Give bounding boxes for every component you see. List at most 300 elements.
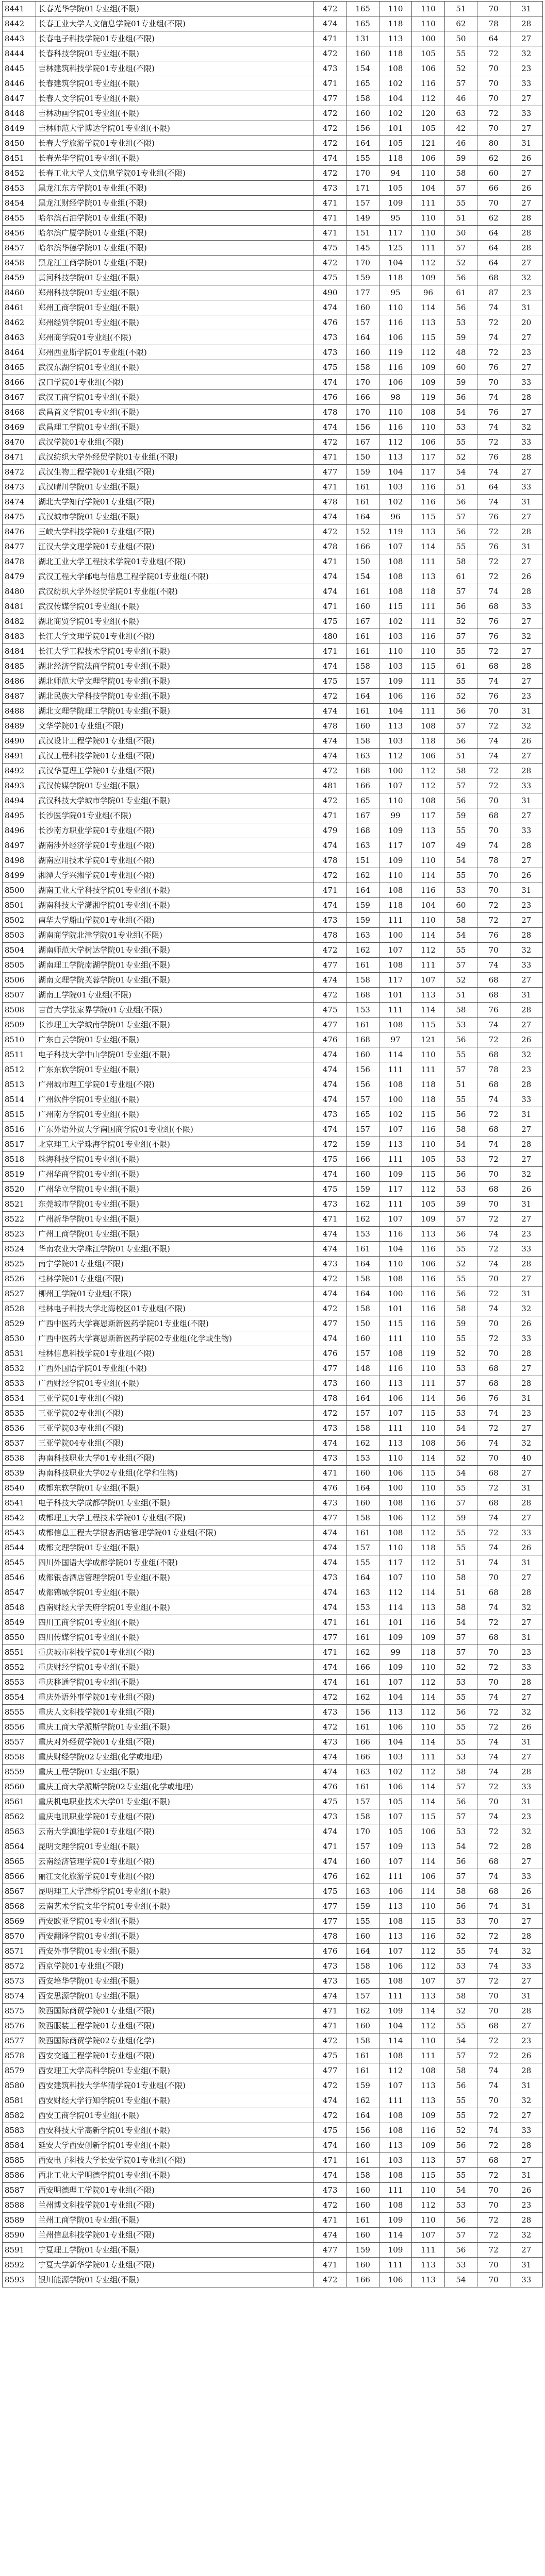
cell-english: 112 <box>412 764 444 778</box>
cell-c3: 28 <box>510 584 542 599</box>
cell-english: 111 <box>412 958 444 973</box>
cell-c1: 51 <box>444 1555 477 1570</box>
cell-chinese: 166 <box>346 539 379 554</box>
cell-c1: 56 <box>444 1854 477 1869</box>
cell-code: 8452 <box>3 166 36 181</box>
cell-english: 114 <box>412 1585 444 1600</box>
cell-c3: 33 <box>510 2273 542 2287</box>
cell-chinese: 160 <box>346 719 379 734</box>
cell-total: 475 <box>314 270 346 285</box>
cell-c1: 58 <box>444 1600 477 1615</box>
cell-name: 湖南工学院01专业组(不限) <box>36 988 314 1003</box>
cell-math: 113 <box>379 1436 411 1451</box>
cell-name: 昆明理工大学津桥学院01专业组(不限) <box>36 1884 314 1899</box>
table-row <box>3 1466 543 1481</box>
cell-code: 8474 <box>3 495 36 510</box>
cell-math: 107 <box>379 943 411 958</box>
table-row <box>3 211 543 226</box>
cell-c1: 55 <box>444 1272 477 1286</box>
cell-total: 477 <box>314 1018 346 1032</box>
cell-chinese: 158 <box>346 659 379 674</box>
cell-code: 8519 <box>3 1167 36 1182</box>
cell-math: 109 <box>379 674 411 689</box>
cell-english: 114 <box>412 1735 444 1750</box>
cell-c2: 72 <box>477 1481 510 1496</box>
cell-c1: 54 <box>444 853 477 868</box>
cell-total: 478 <box>314 495 346 510</box>
cell-english: 116 <box>412 1272 444 1286</box>
cell-chinese: 158 <box>346 1272 379 1286</box>
cell-c2: 74 <box>477 1735 510 1750</box>
cell-c2: 66 <box>477 181 510 196</box>
cell-total: 471 <box>314 2004 346 2019</box>
cell-name: 武汉城市学院01专业组(不限) <box>36 510 314 524</box>
cell-c1: 56 <box>444 524 477 539</box>
cell-total: 472 <box>314 1301 346 1316</box>
cell-c1: 55 <box>444 539 477 554</box>
cell-c2: 72 <box>477 1421 510 1436</box>
cell-total: 474 <box>314 1824 346 1839</box>
cell-c1: 53 <box>444 883 477 898</box>
cell-chinese: 154 <box>346 61 379 76</box>
cell-c1: 57 <box>444 1869 477 1884</box>
cell-total: 479 <box>314 823 346 838</box>
cell-c2: 72 <box>477 719 510 734</box>
cell-name: 西安明德理工学院01专业组(不限) <box>36 2183 314 2198</box>
cell-name: 郑州科技学院01专业组(不限) <box>36 285 314 300</box>
cell-c3: 26 <box>510 1540 542 1555</box>
cell-c1: 57 <box>444 778 477 793</box>
cell-c2: 74 <box>477 1809 510 1824</box>
cell-chinese: 153 <box>346 1003 379 1018</box>
cell-c3: 28 <box>510 1496 542 1511</box>
cell-c2: 70 <box>477 883 510 898</box>
cell-english: 113 <box>412 2078 444 2093</box>
cell-c3: 32 <box>510 1436 542 1451</box>
cell-c2: 74 <box>477 749 510 764</box>
cell-c1: 57 <box>444 1809 477 1824</box>
cell-total: 474 <box>314 569 346 584</box>
cell-name: 西安思源学院01专业组(不限) <box>36 1989 314 2004</box>
cell-english: 110 <box>412 1361 444 1376</box>
table-row <box>3 749 543 764</box>
cell-code: 8459 <box>3 270 36 285</box>
cell-code: 8465 <box>3 360 36 375</box>
cell-name: 成都文理学院01专业组(不限) <box>36 1540 314 1555</box>
cell-english: 110 <box>412 1481 444 1496</box>
cell-math: 95 <box>379 285 411 300</box>
cell-total: 471 <box>314 2258 346 2273</box>
cell-english: 106 <box>412 435 444 450</box>
cell-c1: 57 <box>444 2228 477 2243</box>
cell-c1: 48 <box>444 345 477 360</box>
cell-code: 8555 <box>3 1705 36 1720</box>
cell-math: 119 <box>379 524 411 539</box>
table-row <box>3 1511 543 1526</box>
cell-math: 97 <box>379 1032 411 1047</box>
cell-c2: 72 <box>477 1720 510 1735</box>
cell-math: 110 <box>379 868 411 883</box>
cell-total: 474 <box>314 1242 346 1257</box>
cell-chinese: 159 <box>346 2243 379 2258</box>
cell-name: 长春工业大学人文信息学院01专业组(不限) <box>36 166 314 181</box>
cell-c2: 74 <box>477 584 510 599</box>
table-row <box>3 554 543 569</box>
cell-c1: 60 <box>444 360 477 375</box>
cell-c1: 58 <box>444 554 477 569</box>
cell-code: 8461 <box>3 300 36 315</box>
cell-c1: 53 <box>444 1959 477 1974</box>
cell-total: 473 <box>314 1257 346 1272</box>
cell-total: 472 <box>314 2108 346 2123</box>
cell-c2: 76 <box>477 1003 510 1018</box>
cell-total: 474 <box>314 1331 346 1346</box>
cell-code: 8587 <box>3 2183 36 2198</box>
cell-math: 118 <box>379 16 411 31</box>
table-row <box>3 569 543 584</box>
cell-name: 武汉传媒学院01专业组(不限) <box>36 599 314 614</box>
cell-code: 8572 <box>3 1959 36 1974</box>
cell-math: 104 <box>379 91 411 106</box>
cell-total: 472 <box>314 1690 346 1705</box>
cell-english: 119 <box>412 390 444 405</box>
cell-c2: 64 <box>477 226 510 241</box>
cell-c3: 23 <box>510 898 542 913</box>
cell-name: 武昌理工学院01专业组(不限) <box>36 420 314 435</box>
table-row <box>3 2153 543 2168</box>
cell-total: 474 <box>314 16 346 31</box>
cell-total: 471 <box>314 808 346 823</box>
table-row <box>3 1780 543 1794</box>
cell-c2: 70 <box>477 2183 510 2198</box>
cell-c3: 33 <box>510 778 542 793</box>
cell-total: 474 <box>314 1585 346 1600</box>
cell-code: 8462 <box>3 315 36 330</box>
cell-chinese: 168 <box>346 1032 379 1047</box>
cell-c2: 72 <box>477 1839 510 1854</box>
cell-c2: 70 <box>477 1794 510 1809</box>
cell-chinese: 159 <box>346 465 379 480</box>
cell-chinese: 160 <box>346 345 379 360</box>
cell-name: 西安建筑科技大学华清学院01专业组(不限) <box>36 2078 314 2093</box>
table-row <box>3 719 543 734</box>
table-row <box>3 106 543 121</box>
cell-total: 471 <box>314 2153 346 2168</box>
cell-chinese: 163 <box>346 1765 379 1780</box>
cell-english: 115 <box>412 510 444 524</box>
cell-math: 111 <box>379 2258 411 2273</box>
cell-math: 108 <box>379 1974 411 1989</box>
cell-c1: 59 <box>444 151 477 166</box>
cell-code: 8566 <box>3 1869 36 1884</box>
cell-english: 109 <box>412 375 444 390</box>
cell-math: 106 <box>379 1466 411 1481</box>
cell-c1: 53 <box>444 1750 477 1765</box>
table-row <box>3 315 543 330</box>
cell-c1: 53 <box>444 1406 477 1421</box>
cell-c2: 70 <box>477 1451 510 1466</box>
cell-chinese: 153 <box>346 1451 379 1466</box>
cell-name: 桂林电子科技大学北海校区01专业组(不限) <box>36 1301 314 1316</box>
cell-english: 113 <box>412 524 444 539</box>
table-row <box>3 345 543 360</box>
cell-c1: 46 <box>444 136 477 151</box>
cell-english: 111 <box>412 674 444 689</box>
cell-c1: 56 <box>444 1286 477 1301</box>
cell-code: 8463 <box>3 330 36 345</box>
cell-math: 105 <box>379 1794 411 1809</box>
cell-name: 广西中医药大学赛恩斯新医药学院02专业组(化学或生物) <box>36 1331 314 1346</box>
cell-math: 110 <box>379 1451 411 1466</box>
cell-c1: 54 <box>444 1839 477 1854</box>
cell-c2: 72 <box>477 1974 510 1989</box>
table-row <box>3 1107 543 1122</box>
table-row <box>3 1346 543 1361</box>
cell-chinese: 157 <box>346 196 379 211</box>
cell-english: 106 <box>412 61 444 76</box>
cell-c3: 28 <box>510 524 542 539</box>
cell-english: 106 <box>412 1257 444 1272</box>
cell-english: 112 <box>412 1705 444 1720</box>
cell-math: 109 <box>379 196 411 211</box>
cell-code: 8490 <box>3 734 36 749</box>
cell-total: 474 <box>314 1660 346 1675</box>
table-row <box>3 764 543 778</box>
cell-chinese: 156 <box>346 121 379 136</box>
cell-english: 121 <box>412 1032 444 1047</box>
cell-name: 三亚学院03专业组(不限) <box>36 1421 314 1436</box>
cell-name: 银川能源学院01专业组(不限) <box>36 2273 314 2287</box>
cell-total: 472 <box>314 1272 346 1286</box>
cell-math: 108 <box>379 1018 411 1032</box>
cell-chinese: 164 <box>346 1257 379 1272</box>
cell-c1: 58 <box>444 764 477 778</box>
cell-c3: 27 <box>510 1122 542 1137</box>
cell-chinese: 163 <box>346 1884 379 1899</box>
cell-code: 8447 <box>3 91 36 106</box>
cell-chinese: 160 <box>346 2138 379 2153</box>
cell-code: 8540 <box>3 1481 36 1496</box>
cell-c1: 56 <box>444 2243 477 2258</box>
cell-total: 471 <box>314 1212 346 1227</box>
cell-english: 113 <box>412 2093 444 2108</box>
cell-c2: 74 <box>477 1406 510 1421</box>
cell-name: 武汉纺织大学外经贸学院01专业组(不限) <box>36 450 314 465</box>
cell-c1: 52 <box>444 1257 477 1272</box>
cell-c1: 56 <box>444 734 477 749</box>
cell-code: 8562 <box>3 1809 36 1824</box>
cell-english: 112 <box>412 943 444 958</box>
cell-total: 475 <box>314 360 346 375</box>
cell-name: 湖北商贸学院01专业组(不限) <box>36 614 314 629</box>
cell-code: 8528 <box>3 1301 36 1316</box>
cell-math: 100 <box>379 1286 411 1301</box>
cell-c1: 56 <box>444 270 477 285</box>
cell-c3: 28 <box>510 1257 542 1272</box>
cell-c3: 27 <box>510 1152 542 1167</box>
cell-c2: 78 <box>477 16 510 31</box>
cell-code: 8442 <box>3 16 36 31</box>
cell-name: 海南科技职业大学02专业组(化学和生物) <box>36 1466 314 1481</box>
cell-c3: 27 <box>510 1854 542 1869</box>
cell-c3: 28 <box>510 450 542 465</box>
cell-chinese: 157 <box>346 1540 379 1555</box>
table-row <box>3 465 543 480</box>
table-row <box>3 1301 543 1316</box>
cell-c3: 33 <box>510 375 542 390</box>
cell-name: 湖南文理学院芙蓉学院01专业组(不限) <box>36 973 314 988</box>
cell-c3: 28 <box>510 2138 542 2153</box>
cell-math: 116 <box>379 360 411 375</box>
cell-c1: 55 <box>444 943 477 958</box>
cell-c3: 27 <box>510 1615 542 1630</box>
cell-total: 478 <box>314 539 346 554</box>
cell-total: 471 <box>314 599 346 614</box>
cell-code: 8524 <box>3 1242 36 1257</box>
cell-code: 8531 <box>3 1346 36 1361</box>
cell-total: 474 <box>314 1526 346 1540</box>
cell-c1: 54 <box>444 1137 477 1152</box>
cell-english: 110 <box>412 1047 444 1062</box>
cell-name: 南宁学院01专业组(不限) <box>36 1257 314 1272</box>
cell-name: 广州城市理工学院01专业组(不限) <box>36 1077 314 1092</box>
cell-total: 478 <box>314 928 346 943</box>
cell-name: 长沙理工大学城南学院01专业组(不限) <box>36 1018 314 1032</box>
cell-total: 473 <box>314 1735 346 1750</box>
cell-c1: 59 <box>444 375 477 390</box>
cell-c2: 68 <box>477 988 510 1003</box>
cell-total: 477 <box>314 1316 346 1331</box>
cell-chinese: 167 <box>346 435 379 450</box>
cell-code: 8489 <box>3 719 36 734</box>
cell-code: 8485 <box>3 659 36 674</box>
cell-math: 110 <box>379 644 411 659</box>
cell-c2: 74 <box>477 300 510 315</box>
cell-c1: 57 <box>444 958 477 973</box>
cell-code: 8537 <box>3 1436 36 1451</box>
cell-c3: 27 <box>510 808 542 823</box>
cell-english: 112 <box>412 1959 444 1974</box>
cell-english: 106 <box>412 1824 444 1839</box>
cell-c2: 74 <box>477 2123 510 2138</box>
cell-math: 107 <box>379 1809 411 1824</box>
cell-english: 107 <box>412 2228 444 2243</box>
cell-math: 107 <box>379 1675 411 1690</box>
cell-c2: 74 <box>477 2063 510 2078</box>
cell-chinese: 157 <box>346 674 379 689</box>
cell-c3: 31 <box>510 1391 542 1406</box>
cell-c3: 27 <box>510 853 542 868</box>
cell-total: 473 <box>314 181 346 196</box>
table-row <box>3 644 543 659</box>
cell-chinese: 162 <box>346 2004 379 2019</box>
cell-name: 陕西服装工程学院01专业组(不限) <box>36 2019 314 2033</box>
cell-code: 8578 <box>3 2048 36 2063</box>
cell-c1: 55 <box>444 1735 477 1750</box>
cell-name: 黄河科技学院01专业组(不限) <box>36 270 314 285</box>
cell-c2: 70 <box>477 1570 510 1585</box>
cell-math: 110 <box>379 793 411 808</box>
cell-chinese: 160 <box>346 2183 379 2198</box>
table-row <box>3 2273 543 2287</box>
table-row <box>3 1451 543 1466</box>
cell-name: 西安交通工程学院01专业组(不限) <box>36 2048 314 2063</box>
cell-c1: 57 <box>444 1974 477 1989</box>
cell-c2: 68 <box>477 1047 510 1062</box>
cell-code: 8493 <box>3 778 36 793</box>
cell-c2: 70 <box>477 91 510 106</box>
cell-code: 8445 <box>3 61 36 76</box>
cell-math: 110 <box>379 1257 411 1272</box>
cell-chinese: 155 <box>346 1914 379 1929</box>
table-row <box>3 181 543 196</box>
cell-chinese: 168 <box>346 988 379 1003</box>
cell-math: 103 <box>379 480 411 495</box>
cell-c1: 55 <box>444 1944 477 1959</box>
table-row <box>3 91 543 106</box>
cell-c2: 70 <box>477 1272 510 1286</box>
cell-chinese: 157 <box>346 1122 379 1137</box>
cell-math: 108 <box>379 2198 411 2213</box>
cell-c3: 31 <box>510 2 542 16</box>
table-row <box>3 898 543 913</box>
cell-english: 118 <box>412 1092 444 1107</box>
cell-math: 102 <box>379 1107 411 1122</box>
cell-chinese: 164 <box>346 1286 379 1301</box>
cell-chinese: 162 <box>346 1212 379 1227</box>
cell-c3: 23 <box>510 1406 542 1421</box>
cell-math: 106 <box>379 2273 411 2287</box>
table-row <box>3 2063 543 2078</box>
cell-code: 8543 <box>3 1526 36 1540</box>
cell-code: 8502 <box>3 913 36 928</box>
cell-chinese: 158 <box>346 1301 379 1316</box>
cell-c1: 59 <box>444 808 477 823</box>
cell-c1: 56 <box>444 793 477 808</box>
admission-score-table <box>2 1 543 2287</box>
cell-math: 101 <box>379 1615 411 1630</box>
cell-total: 477 <box>314 91 346 106</box>
cell-math: 101 <box>379 988 411 1003</box>
cell-name: 四川传媒学院01专业组(不限) <box>36 1630 314 1645</box>
cell-math: 111 <box>379 1003 411 1018</box>
cell-c3: 33 <box>510 2123 542 2138</box>
cell-total: 474 <box>314 1540 346 1555</box>
cell-math: 117 <box>379 1182 411 1197</box>
cell-c1: 56 <box>444 1167 477 1182</box>
cell-code: 8564 <box>3 1839 36 1854</box>
cell-code: 8575 <box>3 2004 36 2019</box>
cell-c1: 54 <box>444 1466 477 1481</box>
table-row <box>3 1182 543 1197</box>
cell-c3: 27 <box>510 1018 542 1032</box>
cell-c1: 51 <box>444 1585 477 1600</box>
cell-english: 115 <box>412 1406 444 1421</box>
cell-name: 西安外事学院01专业组(不限) <box>36 1944 314 1959</box>
table-row <box>3 659 543 674</box>
cell-name: 吉林动画学院01专业组(不限) <box>36 106 314 121</box>
cell-total: 473 <box>314 1570 346 1585</box>
cell-c2: 70 <box>477 2258 510 2273</box>
cell-c1: 55 <box>444 868 477 883</box>
cell-code: 8515 <box>3 1107 36 1122</box>
cell-c3: 33 <box>510 1526 542 1540</box>
cell-c1: 55 <box>444 2108 477 2123</box>
table-row <box>3 1032 543 1047</box>
table-row <box>3 16 543 31</box>
cell-chinese: 157 <box>346 315 379 330</box>
cell-chinese: 159 <box>346 913 379 928</box>
